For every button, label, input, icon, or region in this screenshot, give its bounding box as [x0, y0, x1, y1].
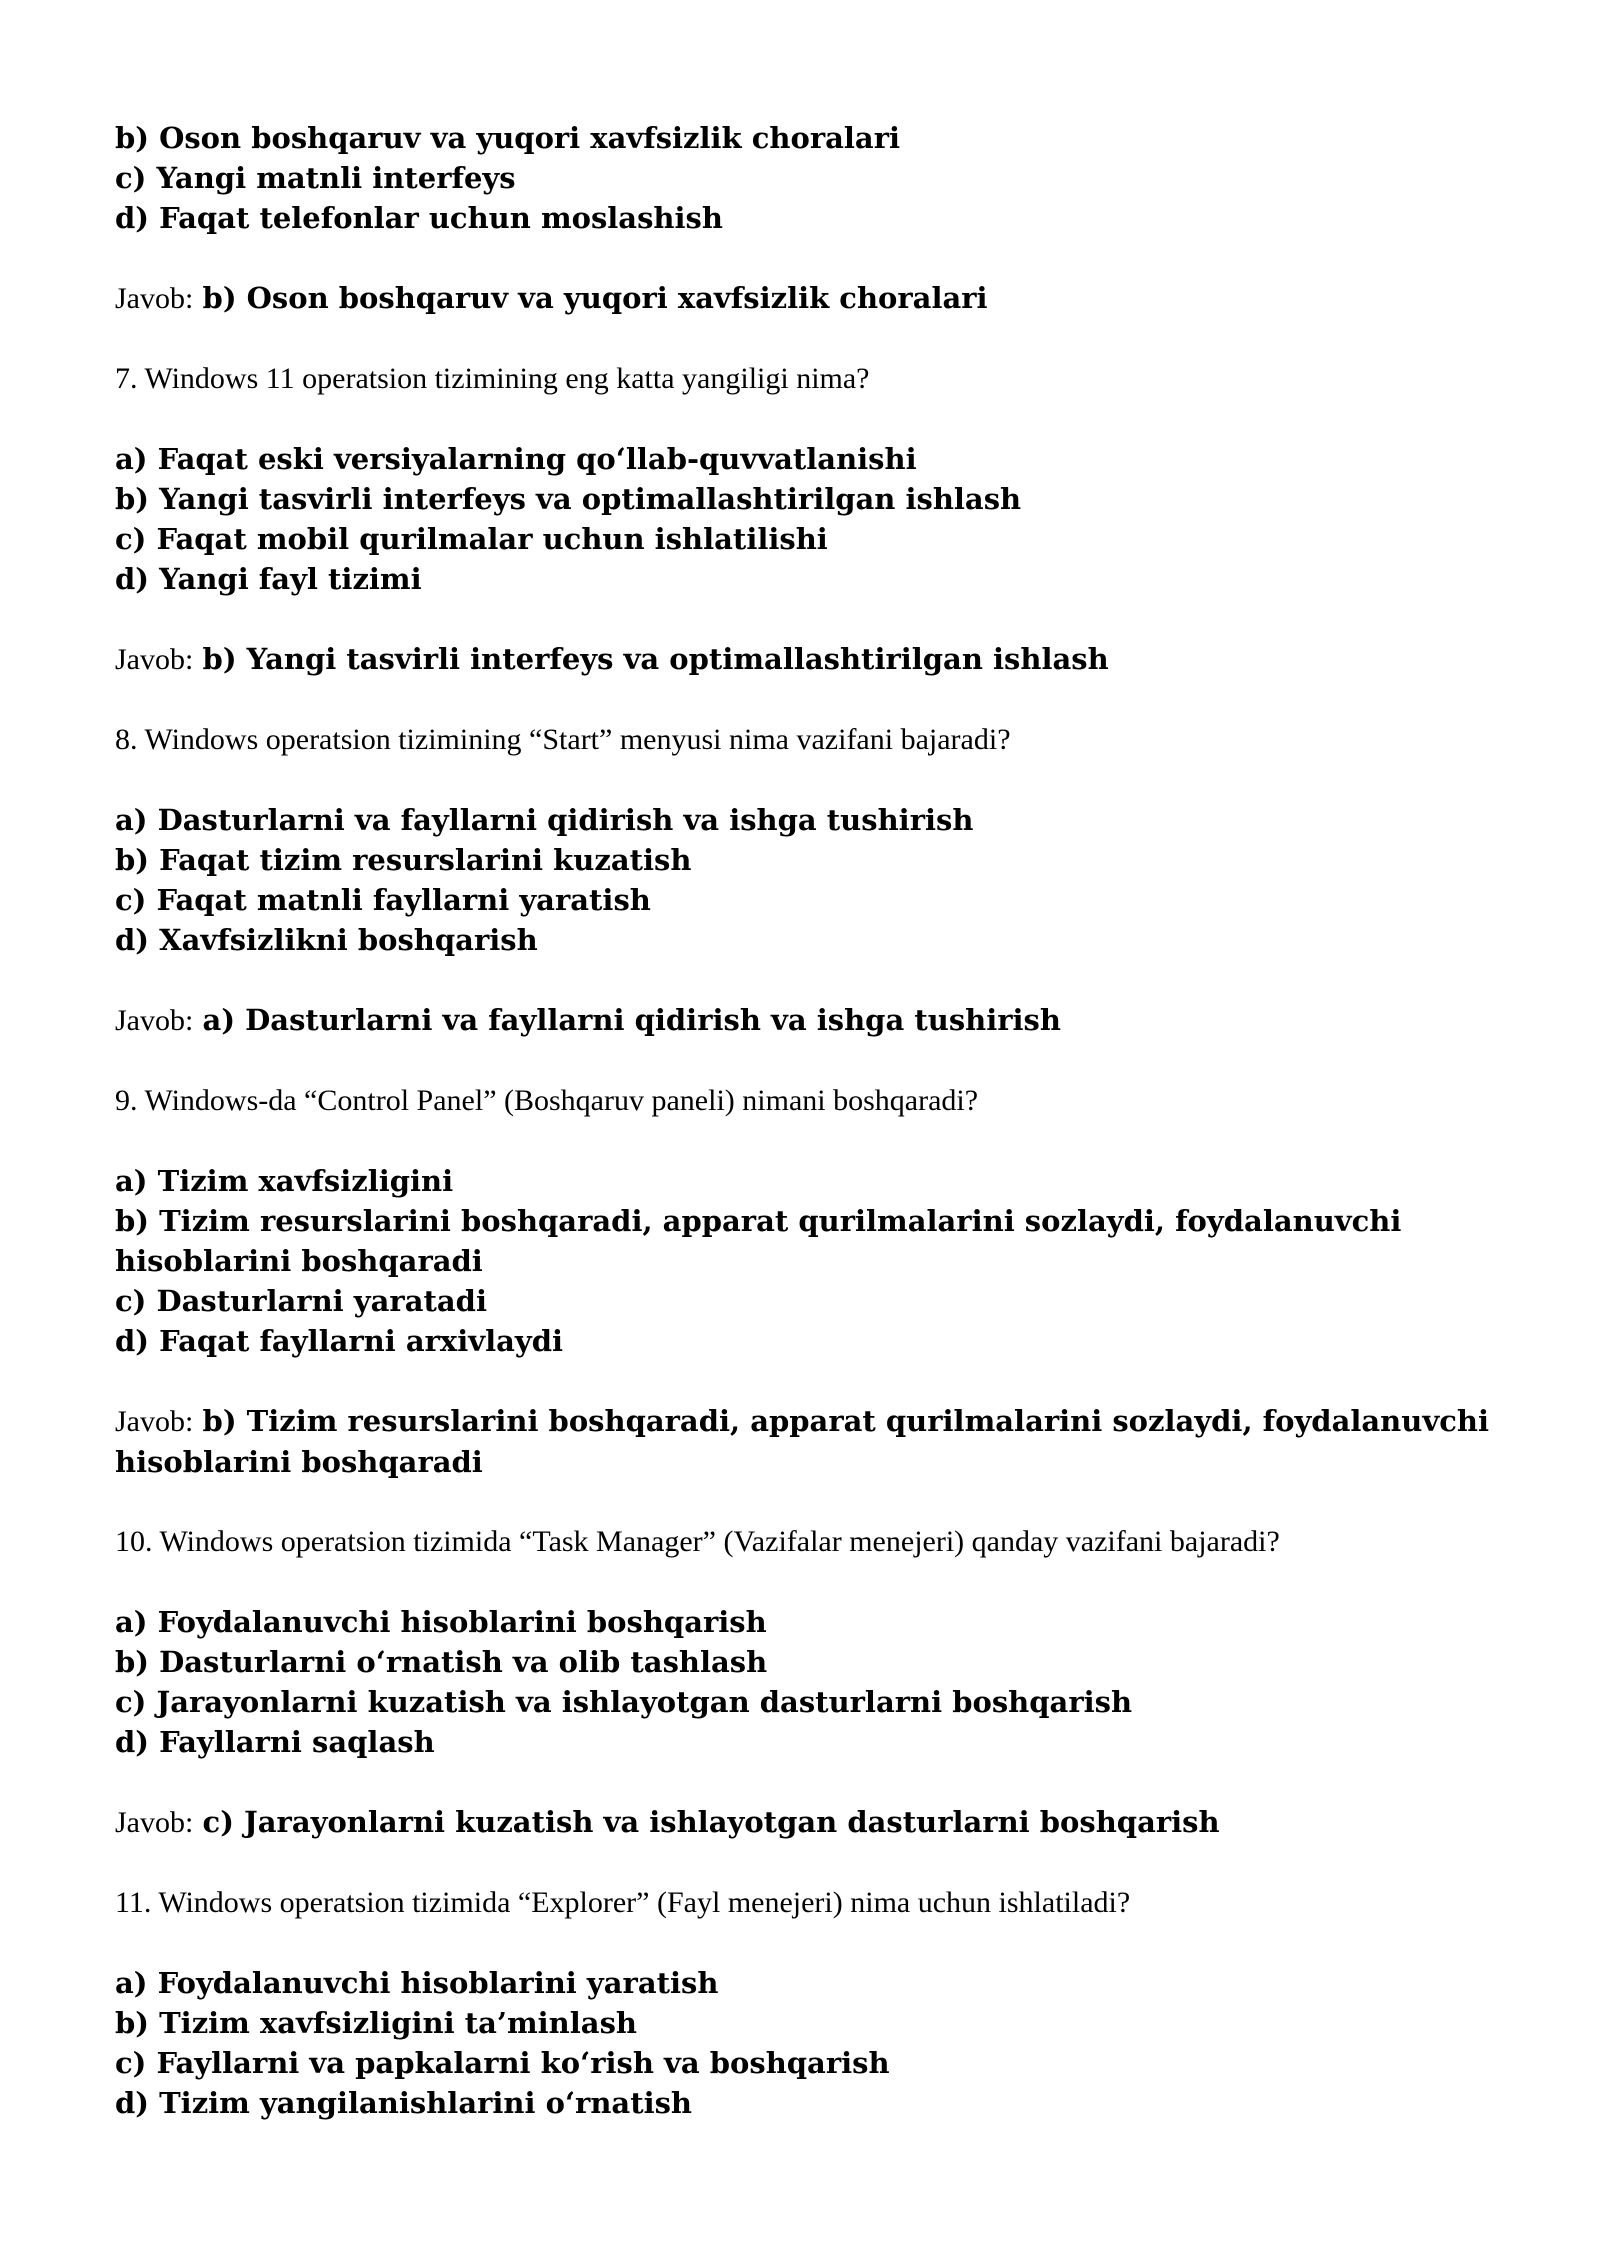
answer-value: c) Jarayonlarni kuzatish va ishlayotgan dasturlarni boshqarish	[202, 1805, 1220, 1839]
option-a: a) Dasturlarni va fayllarni qidirish va ishga tushirish	[115, 803, 974, 837]
answer-line	[115, 278, 1495, 319]
option-c: c) Dasturlarni yaratadi	[115, 1284, 487, 1318]
option-b: b) Tizim xavfsizligini ta’minlash	[115, 2006, 637, 2040]
question-9	[115, 1081, 1495, 1482]
question-text: 11. Windows operatsion tizimida “Explorer” (Fayl menejeri) nima uchun ishlatiladi?	[115, 1886, 1131, 1919]
answer-label: Javob:	[115, 643, 194, 676]
option-a: a) Tizim xavfsizligini	[115, 1164, 454, 1198]
option-c: c) Fayllarni va papkalarni ko‘rish va boshqarish	[115, 2046, 890, 2080]
answer-value: b) Tizim resurslarini boshqaradi, apparat qurilmalarini sozlaydi, foydalanuvchi hisoblarini boshqaradi	[115, 1404, 1489, 1479]
option-b: b) Oson boshqaruv va yuqori xavfsizlik choralari	[115, 121, 900, 155]
answer-line	[115, 639, 1495, 680]
document-page	[115, 118, 1495, 2123]
option-c: c) Faqat matnli fayllarni yaratish	[115, 883, 651, 917]
answer-label: Javob:	[115, 1806, 194, 1839]
option-b: b) Faqat tizim resurslarini kuzatish	[115, 843, 692, 877]
option-a: a) Foydalanuvchi hisoblarini boshqarish	[115, 1605, 767, 1639]
option-b: b) Dasturlarni o‘rnatish va olib tashlash	[115, 1645, 768, 1679]
answer-line	[115, 1000, 1495, 1041]
answer-value: b) Yangi tasvirli interfeys va optimallashtirilgan ishlash	[202, 642, 1109, 676]
answer-value: b) Oson boshqaruv va yuqori xavfsizlik choralari	[202, 281, 988, 315]
answer-line	[115, 1401, 1495, 1482]
option-d: d) Xavfsizlikni boshqarish	[115, 923, 538, 957]
option-c: c) Yangi matnli interfeys	[115, 161, 516, 195]
option-b: b) Tizim resurslarini boshqaradi, apparat qurilmalarini sozlaydi, foydalanuvchi hisoblarini boshqaradi	[115, 1204, 1402, 1278]
option-d: d) Fayllarni saqlash	[115, 1725, 435, 1759]
option-d: d) Faqat fayllarni arxivlaydi	[115, 1324, 564, 1358]
option-c: c) Jarayonlarni kuzatish va ishlayotgan dasturlarni boshqarish	[115, 1685, 1133, 1719]
question-text: 10. Windows operatsion tizimida “Task Manager” (Vazifalar menejeri) qanday vazifani bajaradi?	[115, 1525, 1280, 1558]
answer-value: a) Dasturlarni va fayllarni qidirish va ishga tushirish	[202, 1003, 1061, 1037]
question-7	[115, 359, 1495, 680]
option-a: a) Foydalanuvchi hisoblarini yaratish	[115, 1966, 719, 2000]
question-text: 8. Windows operatsion tizimining “Start” menyusi nima vazifani bajaradi?	[115, 723, 1011, 756]
answer-label: Javob:	[115, 1405, 194, 1438]
question-10	[115, 1522, 1495, 1843]
question-11	[115, 1883, 1495, 2123]
question-8	[115, 720, 1495, 1041]
option-c: c) Faqat mobil qurilmalar uchun ishlatilishi	[115, 522, 828, 556]
answer-label: Javob:	[115, 1004, 194, 1037]
question-6	[115, 118, 1495, 319]
option-d: d) Tizim yangilanishlarini o‘rnatish	[115, 2086, 693, 2120]
option-b: b) Yangi tasvirli interfeys va optimallashtirilgan ishlash	[115, 482, 1022, 516]
option-d: d) Faqat telefonlar uchun moslashish	[115, 201, 723, 235]
option-a: a) Faqat eski versiyalarning qo‘llab-quvvatlanishi	[115, 442, 917, 476]
question-text: 9. Windows-da “Control Panel” (Boshqaruv paneli) nimani boshqaradi?	[115, 1084, 979, 1117]
option-d: d) Yangi fayl tizimi	[115, 562, 422, 596]
answer-label: Javob:	[115, 282, 194, 315]
answer-line	[115, 1802, 1495, 1843]
question-text: 7. Windows 11 operatsion tizimining eng katta yangiligi nima?	[115, 362, 870, 395]
